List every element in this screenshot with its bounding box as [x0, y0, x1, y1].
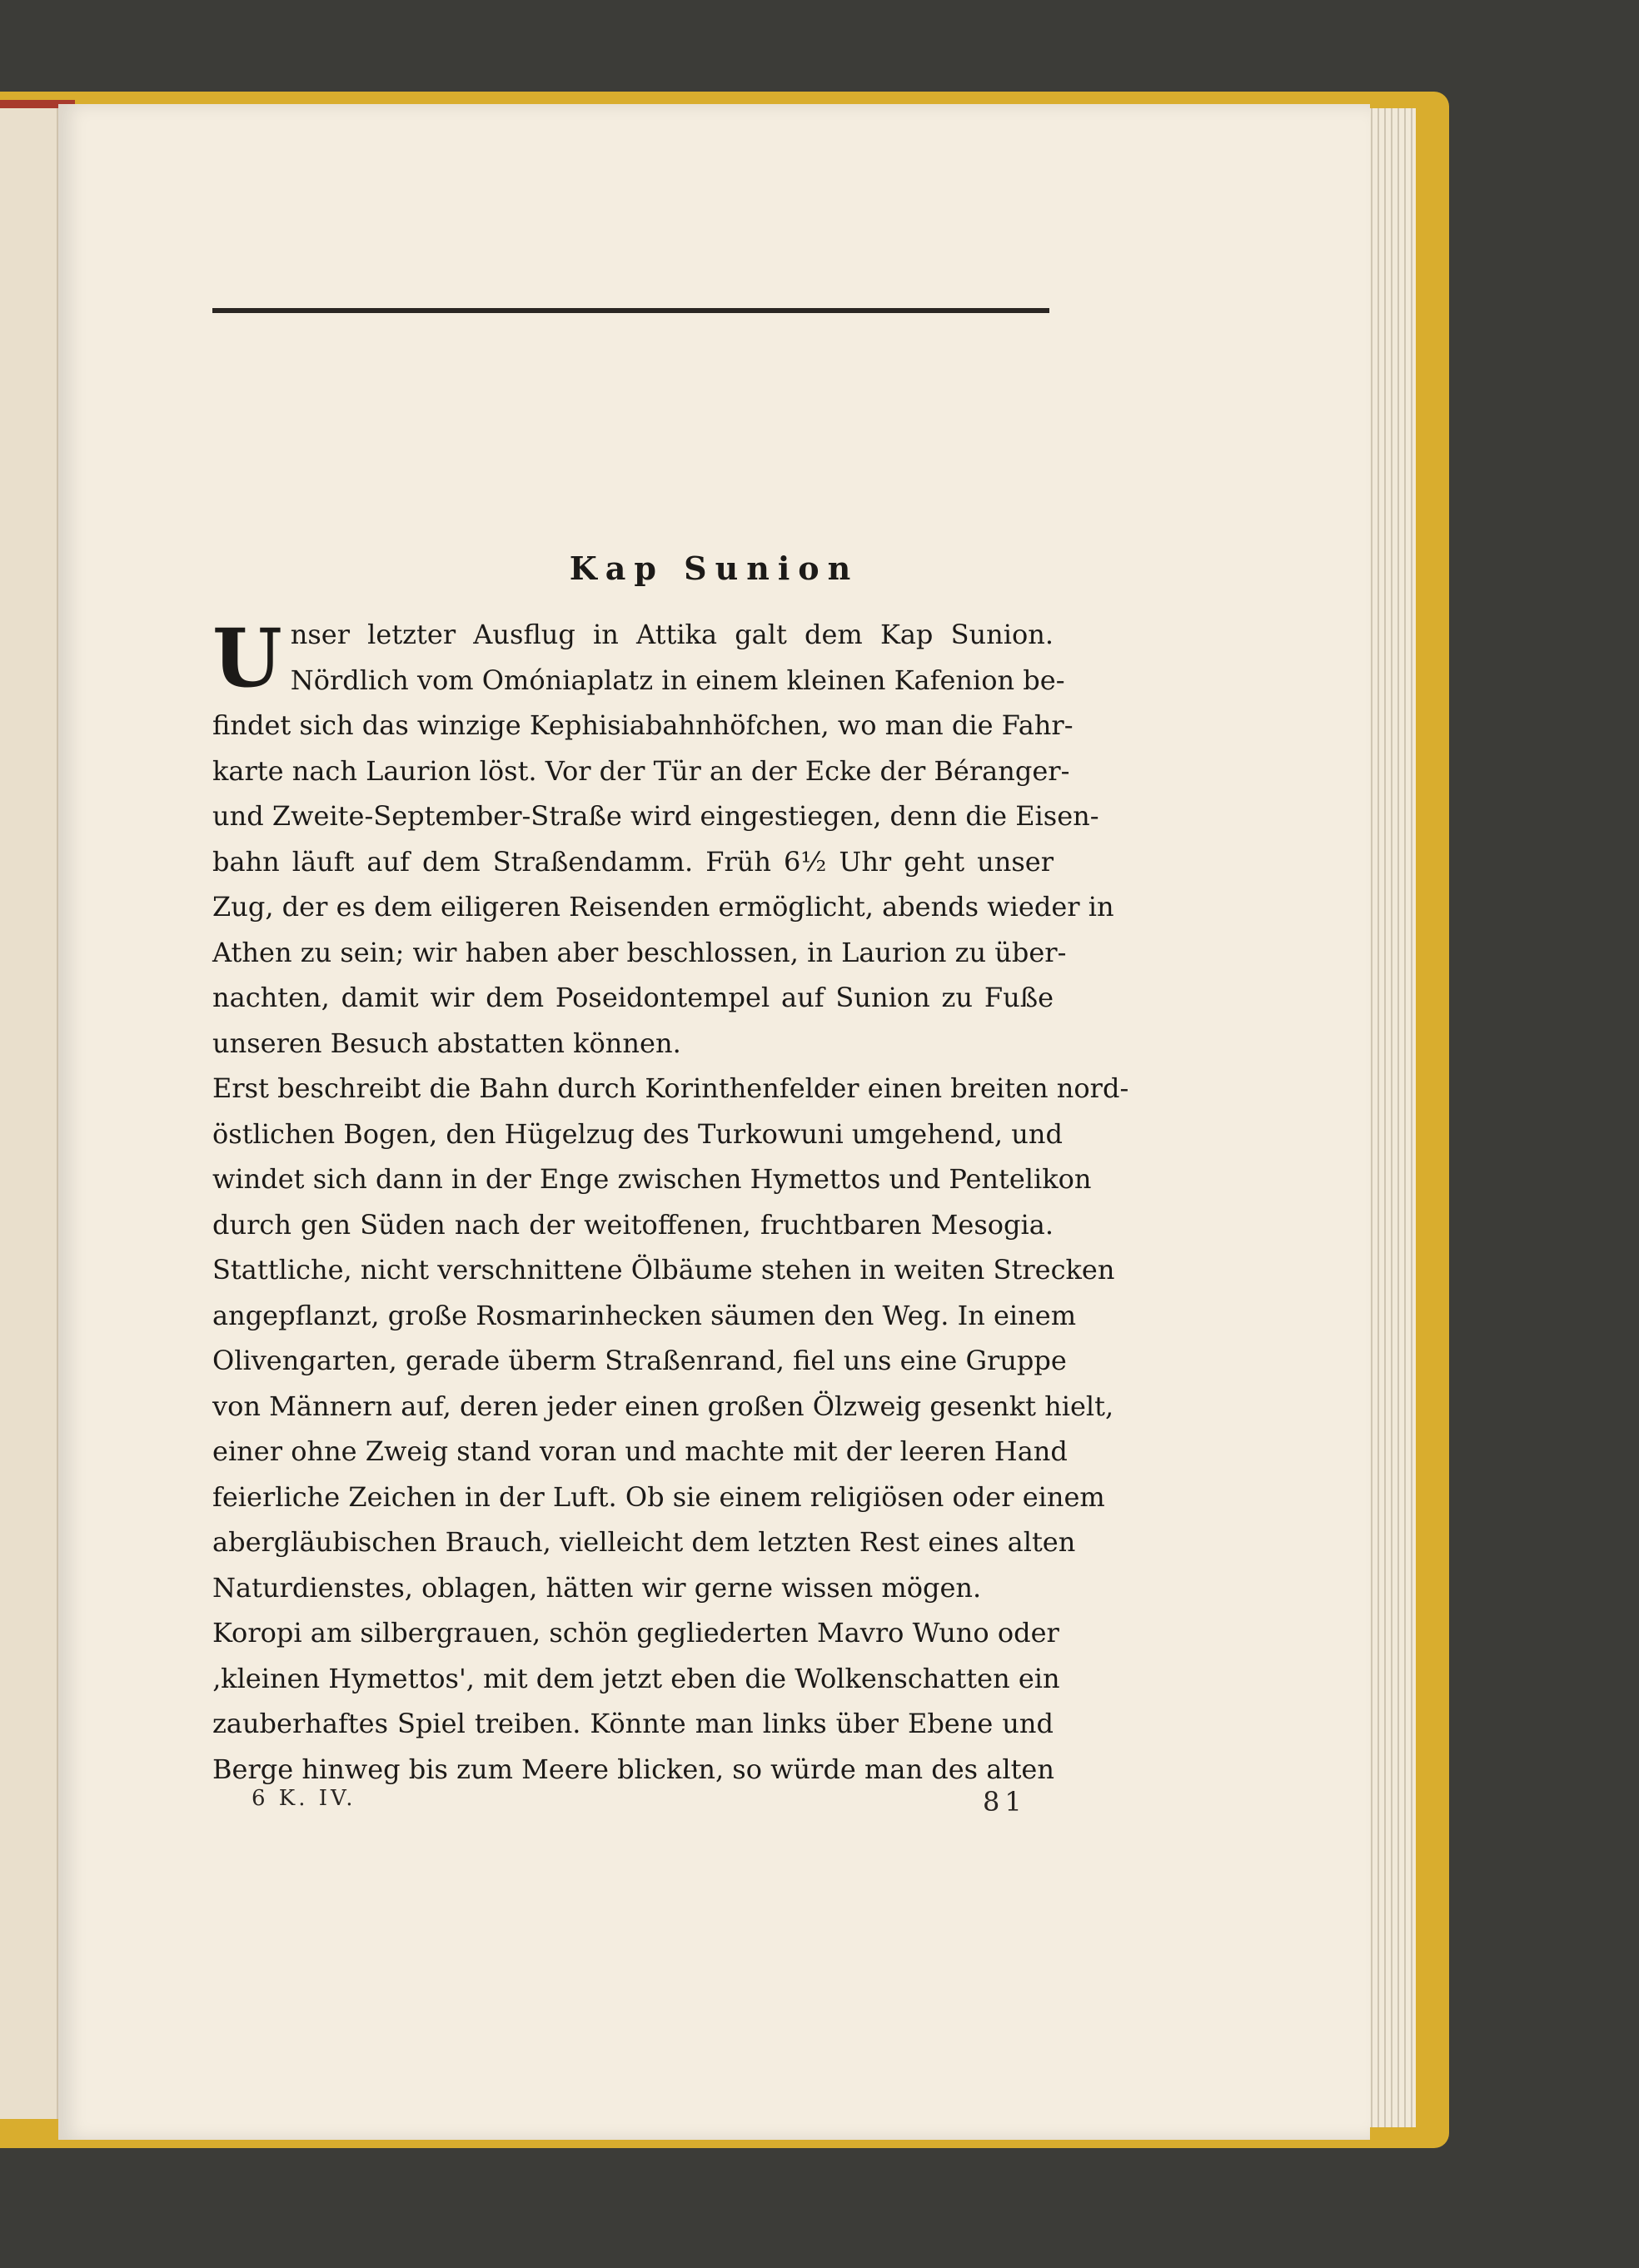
text-line: ‚kleinen Hymettos', mit dem jetzt eben die Wolkenschatten ein	[212, 1662, 1060, 1694]
text-line: durch gen Süden nach der weitoffenen, fruchtbaren Mesogia.	[212, 1208, 1054, 1241]
text-line: von Männern auf, deren jeder einen großen Ölzweig gesenkt hielt,	[212, 1390, 1114, 1422]
text-line: einer ohne Zweig stand voran und machte mit der leeren Hand	[212, 1435, 1068, 1467]
text-line: Koropi am silbergrauen, schön gegliederten Mavro Wuno oder	[212, 1617, 1059, 1649]
signature-mark: 6 K. IV.	[252, 1786, 356, 1811]
chapter-title: Kap Sunion	[569, 550, 859, 587]
text-line: angepflanzt, große Rosmarinhecken säumen den Weg. In einem	[212, 1299, 1077, 1331]
text-line: Naturdienstes, oblagen, hätten wir gerne wissen mögen.	[212, 1571, 982, 1604]
text-line: Athen zu sein; wir haben aber beschlossen, in Laurion zu über-	[212, 936, 1067, 968]
text-line: karte nach Laurion löst. Vor der Tür an der Ecke der Béranger-	[212, 754, 1070, 787]
text-line: bahn läuft auf dem Straßendamm. Früh 6½ Uhr geht unser	[212, 845, 1054, 878]
text-line: windet sich dann in der Enge zwischen Hymettos und Pentelikon	[212, 1163, 1092, 1195]
text-line: Berge hinweg bis zum Meere blicken, so würde man des alten	[212, 1753, 1054, 1785]
drop-cap: U	[212, 611, 282, 705]
text-line: Erst beschreibt die Bahn durch Korinthenfelder einen breiten nord-	[212, 1072, 1129, 1104]
text-line: unseren Besuch abstatten können.	[212, 1027, 681, 1059]
left-page-edge	[0, 108, 58, 2119]
text-line: Stattliche, nicht verschnittene Ölbäume stehen in weiten Strecken	[212, 1254, 1115, 1286]
text-line: und Zweite-September-Straße wird eingestiegen, denn die Eisen-	[212, 800, 1099, 832]
text-line: Olivengarten, gerade überm Straßenrand, fiel uns eine Gruppe	[212, 1345, 1067, 1376]
text-line: östlichen Bogen, den Hügelzug des Turkowuni umgehend, und	[212, 1117, 1063, 1150]
page-number: 81	[983, 1786, 1027, 1818]
header-rule	[212, 308, 1049, 313]
text-line: findet sich das winzige Kephisiabahnhöfchen, wo man die Fahr-	[212, 709, 1074, 741]
book-page	[58, 104, 1370, 2140]
text-line: Nördlich vom Omóniaplatz in einem kleinen Kafenion be-	[290, 664, 1065, 696]
text-line: nachten, damit wir dem Poseidontempel auf Sunion zu Fuße	[212, 982, 1054, 1013]
text-line: nser letzter Ausflug in Attika galt dem Kap Sunion.	[290, 619, 1054, 650]
text-line: abergläubischen Brauch, vielleicht dem letzten Rest eines alten	[212, 1526, 1076, 1558]
text-line: feierliche Zeichen in der Luft. Ob sie einem religiösen oder einem	[212, 1480, 1105, 1513]
body-text	[212, 611, 1129, 1792]
text-line: Zug, der es dem eiligeren Reisenden ermöglicht, abends wieder in	[212, 891, 1114, 923]
text-line: zauberhaftes Spiel treiben. Könnte man links über Ebene und	[212, 1708, 1054, 1739]
